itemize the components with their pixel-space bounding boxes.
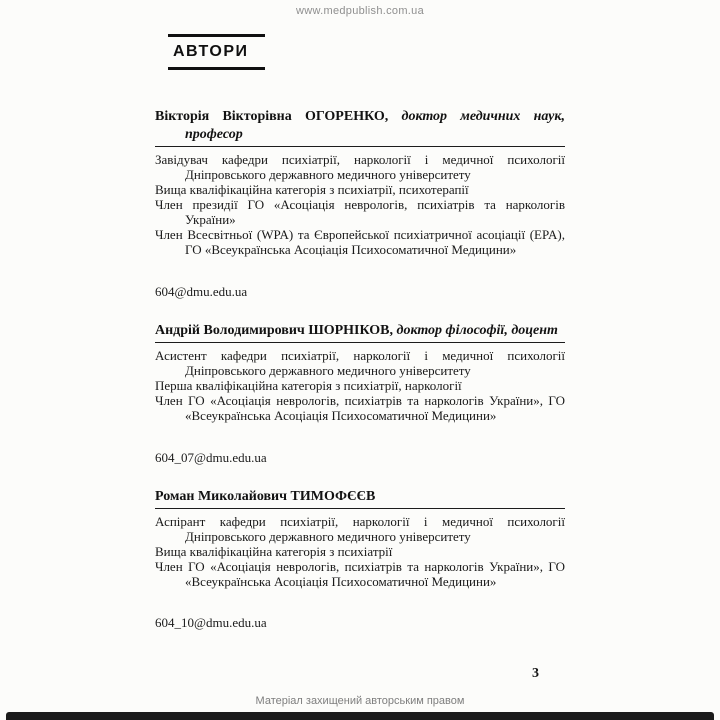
divider-rule bbox=[155, 508, 565, 509]
bio-item: Вища кваліфікаційна категорія з психіатрії bbox=[155, 544, 393, 560]
section-heading-block bbox=[168, 34, 265, 70]
bio-item: Аспірант кафедри психіатрії, наркології і медичної психології Дніпровського державного медичного університету bbox=[155, 514, 565, 545]
scan-edge-bar bbox=[6, 712, 714, 720]
bio-item: Член ГО «Асоціація неврологів, психіатрів та наркологів України», ГО «Всеукраїнська Асоціація Психосоматичної Медицини» bbox=[155, 393, 565, 424]
author-name: Андрій Володимирович ШОРНІКОВ, bbox=[155, 322, 393, 338]
author-email: 604_10@dmu.edu.ua bbox=[155, 615, 267, 631]
author-email: 604_07@dmu.edu.ua bbox=[155, 449, 267, 465]
divider-rule bbox=[155, 146, 565, 147]
author-entry-1 bbox=[155, 108, 565, 299]
page-number: 3 bbox=[532, 666, 539, 681]
author-degree: доктор філософії, доцент bbox=[396, 322, 558, 338]
bio-item: Асистент кафедри психіатрії, наркології і медичної психології Дніпровського державного медичного університету bbox=[155, 348, 565, 379]
bio-item: Перша кваліфікаційна категорія з психіатрії, наркології bbox=[155, 378, 462, 394]
bio-item: Член ГО «Асоціація неврологів, психіатрів та наркологів України», ГО «Всеукраїнська Асоціація Психосоматичної Медицини» bbox=[155, 559, 565, 590]
divider-rule bbox=[155, 342, 565, 343]
author-name-line bbox=[155, 322, 565, 340]
publisher-url-watermark: www.medpublish.com.ua bbox=[296, 5, 424, 17]
bio-item: Член Всесвітньої (WPA) та Європейської психіатричної асоціації (EPA), ГО «Всеукраїнська Асоціація Психосоматичної Медицини» bbox=[155, 227, 565, 258]
bio-item: Вища кваліфікаційна категорія з психіатрії, психотерапії bbox=[155, 182, 469, 198]
author-entry-2 bbox=[155, 322, 565, 465]
bio-item: Член президії ГО «Асоціація неврологів, психіатрів та наркологів України» bbox=[155, 197, 565, 228]
author-email: 604@dmu.edu.ua bbox=[155, 283, 248, 299]
author-degree: доктор медичних наук, професор bbox=[185, 109, 565, 142]
author-name-line bbox=[155, 488, 565, 506]
author-entry-3 bbox=[155, 488, 565, 631]
bio-item: Завідувач кафедри психіатрії, наркології і медичної психології Дніпровського державного медичного університету bbox=[155, 152, 565, 183]
author-name-line bbox=[155, 108, 565, 143]
author-name: Роман Миколайович ТИМОФЄЄВ bbox=[155, 488, 376, 504]
copyright-watermark: Матеріал захищений авторським правом bbox=[255, 695, 465, 707]
page-title: АВТОРИ bbox=[173, 43, 249, 60]
page-content bbox=[155, 108, 565, 631]
author-name: Вікторія Вікторівна ОГОРЕНКО, bbox=[155, 109, 389, 124]
